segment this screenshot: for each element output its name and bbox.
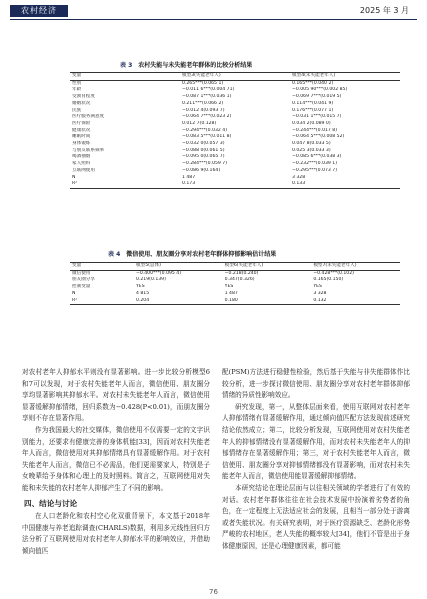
header-divider — [10, 19, 417, 20]
table-cell: 0.204 — [136, 297, 150, 303]
left-column — [22, 367, 210, 558]
table3-caption-number: 表 3 — [120, 62, 133, 69]
table-cell: 0.132 — [313, 297, 327, 303]
table-cell: 0.347(0.326) — [224, 277, 255, 283]
row-label: 微信使用 — [72, 270, 91, 276]
table-row — [70, 101, 400, 108]
issue-date: 2025 年 3 月 — [359, 6, 409, 15]
table-cell: −0.085 6***(0.038 3) — [292, 154, 342, 160]
table-row — [70, 87, 400, 94]
table-row — [70, 284, 400, 291]
table-cell: YES — [136, 284, 145, 290]
row-label: 身体锻炼 — [72, 141, 91, 147]
table-row — [70, 94, 400, 101]
table-cell: −0.428***(0.102) — [313, 270, 354, 276]
table-cell: 0.025 3(0.033 3) — [292, 147, 331, 153]
table-cell: 4 815 — [136, 290, 150, 296]
table-cell: YES — [224, 284, 234, 290]
table3-body — [70, 80, 400, 188]
table-cell: −0.031 1***(0.015 7) — [292, 114, 342, 120]
row-label: 喝酒抽烟 — [72, 154, 91, 160]
page-number: 76 — [209, 588, 218, 596]
body-paragraph: 对农村老年人抑郁水平则没有显著影响。进一步比较分析模型6和7可以发现，对于农村失能老年人而言，微信使用、朋友圈分享均显著影响其抑郁水平。对农村未失能老年人而言，微信使用显著缓解抑郁情绪，回归系数为−0.428(P<0.01)，而朋友圈分享则不存在显著作用。 — [22, 368, 210, 423]
row-label: 受教育程度 — [72, 94, 95, 100]
table-cell: 1 487 — [224, 290, 238, 296]
table3-col-header: 变量 — [72, 73, 82, 78]
table-cell: 0.047 8(0.033 5) — [292, 141, 331, 147]
table-row — [70, 128, 400, 135]
table-cell: 0.173 — [182, 181, 196, 187]
row-label: 互联网使用 — [72, 167, 95, 173]
row-label: 与朋友联系频率 — [72, 147, 105, 153]
table4-header-row — [70, 263, 400, 271]
row-label: R² — [72, 181, 78, 187]
table-row — [70, 168, 400, 175]
table-cell: −0.083 5***(0.011 8) — [182, 134, 232, 140]
table-cell: −0.244***(0.017 8) — [292, 127, 338, 133]
table4-col-header: 变量 — [72, 263, 82, 268]
table-cell: −0.095 0(0.065 7) — [182, 154, 225, 160]
table-cell: 0.180 — [224, 297, 238, 303]
table-cell: −0.087 1***(0.036 1) — [182, 94, 232, 100]
table3-col-header: 模型3(失能老年人) — [182, 73, 221, 78]
row-label: 性别 — [72, 80, 82, 86]
body-paragraph: 配(PSM)方法进行稳健性检验，然后基于失能与非失能群体作比较分析，进一步探讨微信使用、朋友圈分享对农村老年群体抑郁情绪的异质性影响效应。 — [222, 368, 410, 400]
table3-col-header: 模型4(未失能老年人) — [292, 73, 336, 78]
table-row — [70, 270, 400, 277]
table-cell: −0.032 0(0.057 3) — [182, 141, 225, 147]
table-row — [70, 121, 400, 128]
body-paragraph: 本研究结论在理论层面与以往相关领域的学者进行了有效的对话。农村老年群体往往在社会技术发展中扮演着劣势者的角色，在一定程度上无法适应社会的发展，且相当一部分处于游离或者失能状况。有关研究表明，对于医疗资源缺乏、老龄化形势严峻的农村地区，老人失能的概率较大[34]，他们不管是出于身体健康原因，还是心理健康因素，都可能 — [222, 483, 410, 550]
table-cell: 0.219(0.139) — [136, 277, 166, 283]
table4-col-header: 模型6(失能老年人) — [224, 263, 264, 268]
table-cell: −0.295***(0.073 7) — [292, 167, 338, 173]
table-row — [70, 114, 400, 121]
table3-caption — [120, 60, 252, 69]
table3 — [70, 72, 400, 189]
row-label: R² — [72, 297, 78, 303]
row-label: 睡眠时间 — [72, 134, 91, 140]
section-heading: 四、结论与讨论 — [24, 498, 78, 508]
row-label: N — [72, 174, 76, 180]
table-cell: 1 487 — [182, 174, 196, 180]
table4-caption-text: 微信使用、朋友圈分享对农村老年群体抑郁影响估计结果 — [126, 251, 277, 258]
table-row — [70, 298, 400, 305]
body-paragraph: 研究发现，第一，从整体层面来看，使用互联网对农村老年人抑郁情绪有显著缓解作用，通过倾向值匹配方法发现前述研究结论依然成立；第二，比较分析发现，互联网使用对农村失能老年人的抑郁情绪没有显著缓解作用，而对农村未失能老年人的抑郁情绪存在显著缓解作用；第三，对于农村失能老年人而言，微信使用、朋友圈分享对抑郁情绪都没有显著影响，而对农村未失能老年人而言，微信使用能显著缓解抑郁情绪。 — [222, 402, 410, 481]
table-cell: −0.400***(0.095 4) — [136, 270, 182, 276]
journal-logo: 农村经济 — [10, 5, 68, 17]
table4-body — [70, 270, 400, 305]
table-cell: −0.088 0(0.061 5) — [182, 147, 225, 153]
table-cell: −0.064 5***(0.008 52) — [292, 134, 345, 140]
table-cell: −0.005 90***(0.002 85) — [292, 87, 348, 93]
table-row — [70, 277, 400, 284]
right-column — [222, 367, 410, 553]
table-cell: 0.012 7(0.128) — [182, 120, 217, 126]
row-label: N — [72, 290, 76, 296]
table-cell: 0.165***(0.040 2) — [292, 80, 334, 86]
table4-col-header: 模型7(未失能老年人) — [313, 263, 357, 268]
table3-caption-text: 农村失能与未失能老年群体的比较分析结果 — [138, 62, 253, 69]
row-label: 朋友圈分享 — [72, 277, 95, 283]
table-cell: 3 328 — [292, 174, 306, 180]
table-row — [70, 108, 400, 115]
table-row — [70, 175, 400, 182]
table-cell: −0.284***(0.059 7) — [182, 161, 228, 167]
table-cell: 0.165(0.150) — [313, 277, 344, 283]
table-row — [70, 141, 400, 148]
table-cell: 0.034 2(0.089 0) — [292, 120, 331, 126]
table4 — [70, 262, 400, 305]
row-label: 控制变量 — [72, 284, 91, 290]
table4-col-header: 模型5(总体) — [136, 263, 161, 268]
table-cell: YES — [313, 284, 322, 290]
table-cell: −0.086 9(0.164) — [182, 167, 221, 173]
table3-header-row — [70, 73, 400, 81]
row-label: 婚姻状况 — [72, 100, 91, 106]
body-paragraph: 在人口老龄化和农村空心化双重背景下，本文基于2018年中国健康与养老追踪调查(CHARLS)数据，利用多元线性回归方法分析了互联网使用对农村老年人抑郁水平的影响效应，并借助倾向值匹 — [22, 512, 210, 555]
table-cell: 0.114***(0.041 9) — [292, 100, 334, 106]
table-cell: −0.294***(0.032 4) — [182, 127, 228, 133]
table4-caption-number: 表 4 — [108, 251, 121, 258]
row-label: 医疗服务满意度 — [72, 114, 105, 120]
table-row — [70, 134, 400, 141]
body-paragraph: 作为我国最大的社交媒体，微信使用不仅需要一定的文字识别能力，还要求有健康完善的身体机能[33]，因而对农村失能老年人而言，微信使用对其抑郁情绪具有显著缓解作用。对于农村失能老年人而言，微信已不必需品，他们更需要家人，特别是子女晚辈给予身体和心理上的及时照料。简言之，互联网使用对失能和未失能的农村老年人抑郁产生了不同的影响。 — [22, 425, 210, 492]
table-cell: −0.218(0.240) — [224, 270, 259, 276]
table-row — [70, 148, 400, 155]
row-label: 家人照料 — [72, 161, 91, 167]
table-row — [70, 291, 400, 298]
table-cell: −0.232***(0.039 1) — [292, 161, 338, 167]
table-cell: 0.211***(0.066 2) — [182, 100, 224, 106]
table-cell: 3 328 — [313, 290, 327, 296]
row-label: 医疗保险 — [72, 120, 91, 126]
table-cell: 0.265***(0.065 1) — [182, 80, 224, 86]
table-cell: −0.011 6***(0.004 71) — [182, 87, 235, 93]
table-cell: 0.133 — [292, 181, 306, 187]
table-row — [70, 161, 400, 168]
row-label: 年龄 — [72, 87, 82, 93]
table-cell: −0.064 7***(0.023 2) — [182, 114, 232, 120]
row-label: 健康状况 — [72, 127, 91, 133]
table-cell: −0.069 7***(0.019 5) — [292, 94, 342, 100]
table-cell: −0.012 4(0.093 7) — [182, 107, 225, 113]
table-row — [70, 154, 400, 161]
table-row — [70, 80, 400, 87]
table-cell: 0.176***(0.077 1) — [292, 107, 334, 113]
row-label: 民族 — [72, 107, 82, 113]
table-row — [70, 181, 400, 188]
table4-caption — [108, 249, 276, 258]
